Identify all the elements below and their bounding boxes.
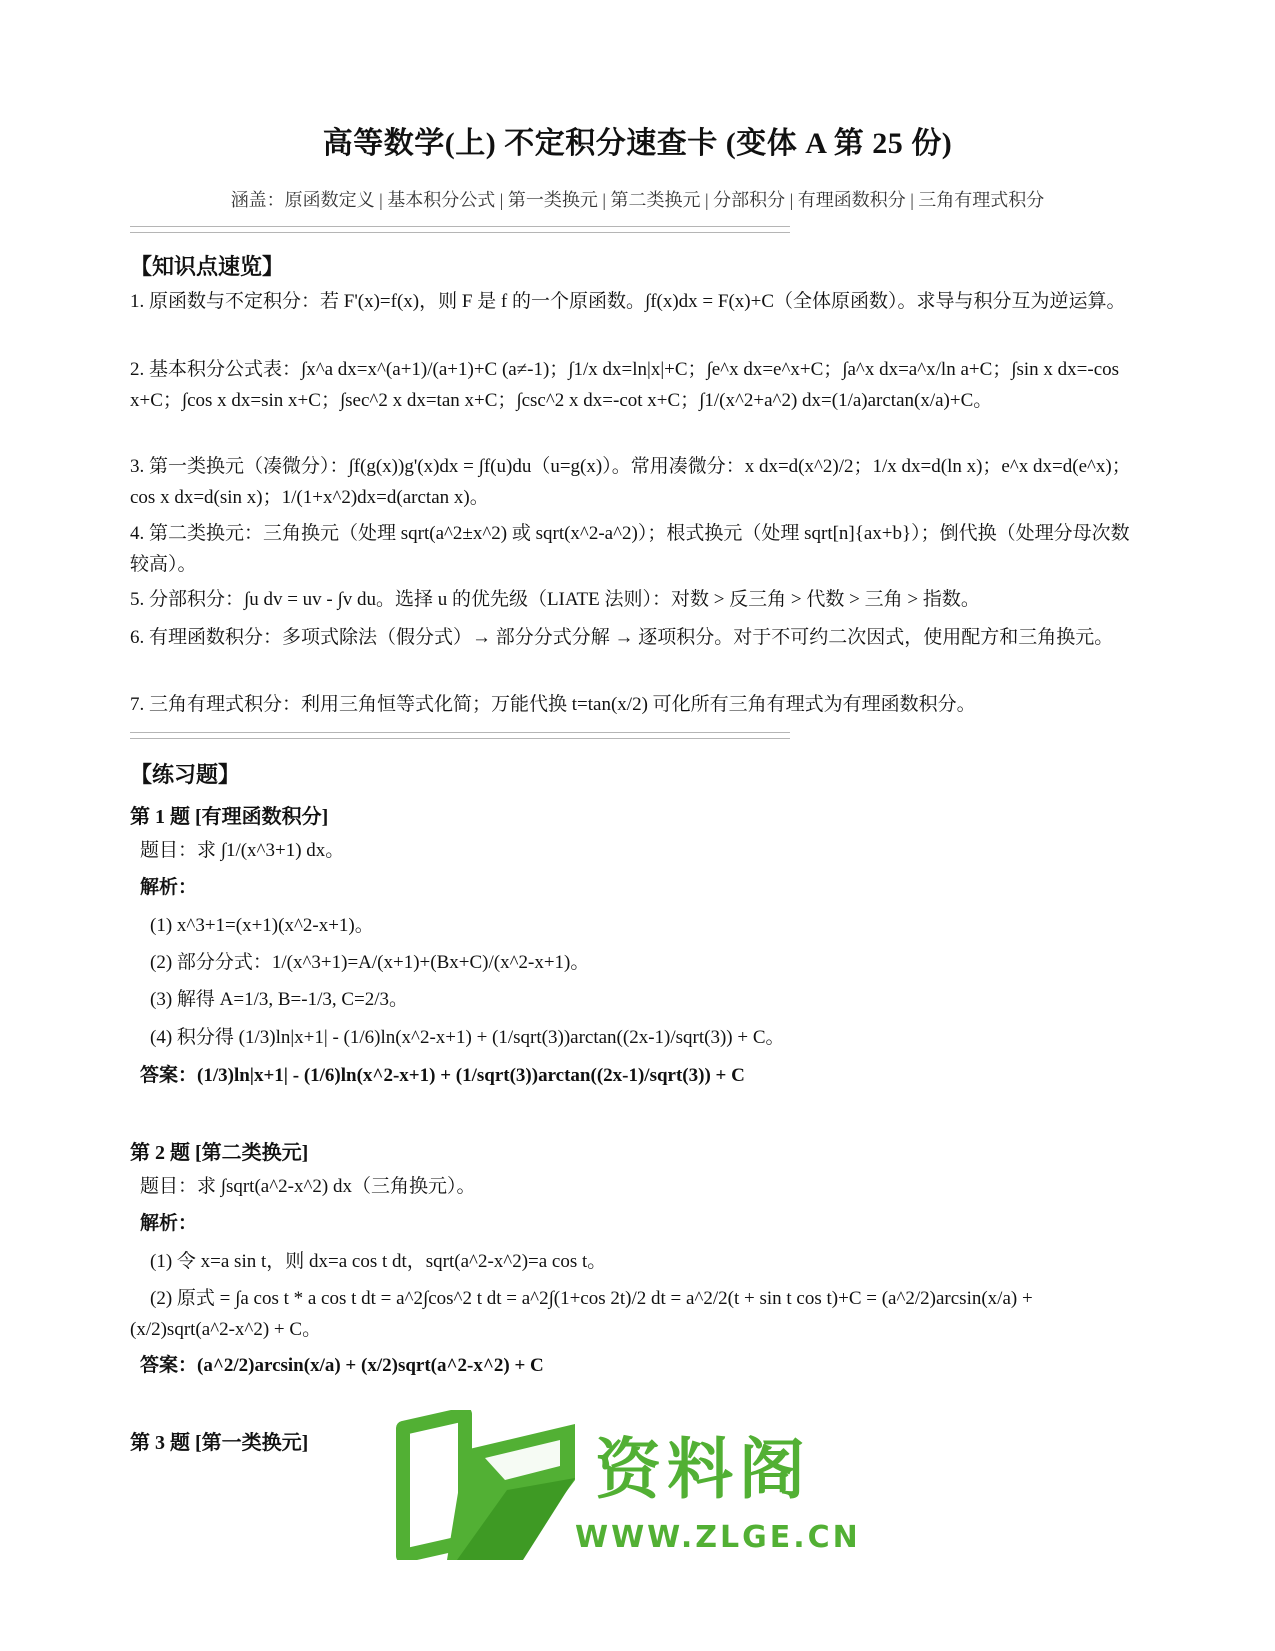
answer-label: 答案： <box>140 1065 198 1086</box>
analysis-step: (2) 部分分式：1/(x^3+1)=A/(x+1)+(Bx+C)/(x^2-x+1)。 <box>150 952 590 973</box>
analysis-label: 解析： <box>140 877 198 898</box>
analysis-label: 解析： <box>140 1213 198 1234</box>
book-logo-icon <box>395 1410 590 1560</box>
section-heading-practice: 【练习题】 <box>130 762 241 787</box>
analysis-step: (1) 令 x=a sin t，则 dx=a cos t dt，sqrt(a^2-x^2)=a cos t。 <box>150 1251 607 1272</box>
page-subtitle: 涵盖：原函数定义 | 基本积分公式 | 第一类换元 | 第二类换元 | 分部积分 | 有理函数积分 | 三角有理式积分 <box>230 190 1045 210</box>
knowledge-item: 6. 有理函数积分：多项式除法（假分式）→ 部分分式分解 → 逐项积分。对于不可约二次因式，使用配方和三角换元。 <box>130 627 1114 648</box>
answer-line <box>140 1350 544 1381</box>
section-heading-knowledge: 【知识点速览】 <box>130 254 285 279</box>
question-prompt: 题目：求 ∫sqrt(a^2-x^2) dx（三角换元）。 <box>140 1176 476 1197</box>
knowledge-item: 1. 原函数与不定积分：若 F'(x)=f(x)，则 F 是 f 的一个原函数。∫f(x)dx = F(x)+C（全体原函数）。求导与积分互为逆运算。 <box>130 291 1126 312</box>
knowledge-item: 5. 分部积分：∫u dv = uv - ∫v du。选择 u 的优先级（LIATE 法则）：对数 > 反三角 > 代数 > 三角 > 指数。 <box>130 589 980 610</box>
analysis-step: (1) x^3+1=(x+1)(x^2-x+1)。 <box>150 915 374 936</box>
question-title: 第 1 题 [有理函数积分] <box>130 806 329 828</box>
answer-value: (1/3)ln|x+1| - (1/6)ln(x^2-x+1) + (1/sqrt(3))arctan((2x-1)/sqrt(3)) + C <box>197 1065 745 1086</box>
answer-value: (a^2/2)arcsin(x/a) + (x/2)sqrt(a^2-x^2) + C <box>197 1355 544 1376</box>
knowledge-item: 3. 第一类换元（凑微分）：∫f(g(x))g'(x)dx = ∫f(u)du（u=g(x)）。常用凑微分：x dx=d(x^2)/2；1/x dx=d(ln x)；e^x dx=d(e^x)；cos x dx=d(sin x)；1/(1+x^2)dx=d(arctan x)。 <box>130 456 1131 508</box>
watermark-brand: 资料阁 <box>595 1431 811 1508</box>
divider <box>130 226 790 233</box>
knowledge-item: 7. 三角有理式积分：利用三角恒等式化简；万能代换 t=tan(x/2) 可化所有三角有理式为有理函数积分。 <box>130 694 976 715</box>
question-prompt: 题目：求 ∫1/(x^3+1) dx。 <box>140 840 345 861</box>
question-title: 第 3 题 [第一类换元] <box>130 1432 309 1454</box>
analysis-step: (2) 原式 = ∫a cos t * a cos t dt = a^2∫cos^2 t dt = a^2∫(1+cos 2t)/2 dt = a^2/2(t + sin t cos t)+C = (a^2/2)arcsin(x/a) + (x/2)sqrt(a^2-x^2) + C。 <box>130 1288 1033 1340</box>
knowledge-item: 4. 第二类换元：三角换元（处理 sqrt(a^2±x^2) 或 sqrt(x^2-a^2)）；根式换元（处理 sqrt[n]{ax+b}）；倒代换（处理分母次数较高）。 <box>130 523 1130 575</box>
page-title: 高等数学(上) 不定积分速查卡 (变体 A 第 25 份) <box>322 127 953 160</box>
analysis-step: (4) 积分得 (1/3)ln|x+1| - (1/6)ln(x^2-x+1) + (1/sqrt(3))arctan((2x-1)/sqrt(3)) + C。 <box>150 1027 785 1048</box>
watermark <box>395 1410 865 1560</box>
divider <box>130 732 790 739</box>
analysis-step: (3) 解得 A=1/3, B=-1/3, C=2/3。 <box>150 989 409 1010</box>
knowledge-item: 2. 基本积分公式表：∫x^a dx=x^(a+1)/(a+1)+C (a≠-1)；∫1/x dx=ln|x|+C；∫e^x dx=e^x+C；∫a^x dx=a^x/ln a+C；∫sin x dx=-cos x+C；∫cos x dx=sin x+C；∫sec^2 x dx=tan x+C；∫csc^2 x dx=-cot x+C；∫1/(x^2+a^2) dx=(1/a)arctan(x/a)+C。 <box>130 359 1120 411</box>
watermark-url: WWW.ZLGE.CN <box>575 1520 861 1555</box>
question-title: 第 2 题 [第二类换元] <box>130 1142 309 1164</box>
answer-label: 答案： <box>140 1355 198 1376</box>
answer-line <box>140 1060 745 1091</box>
